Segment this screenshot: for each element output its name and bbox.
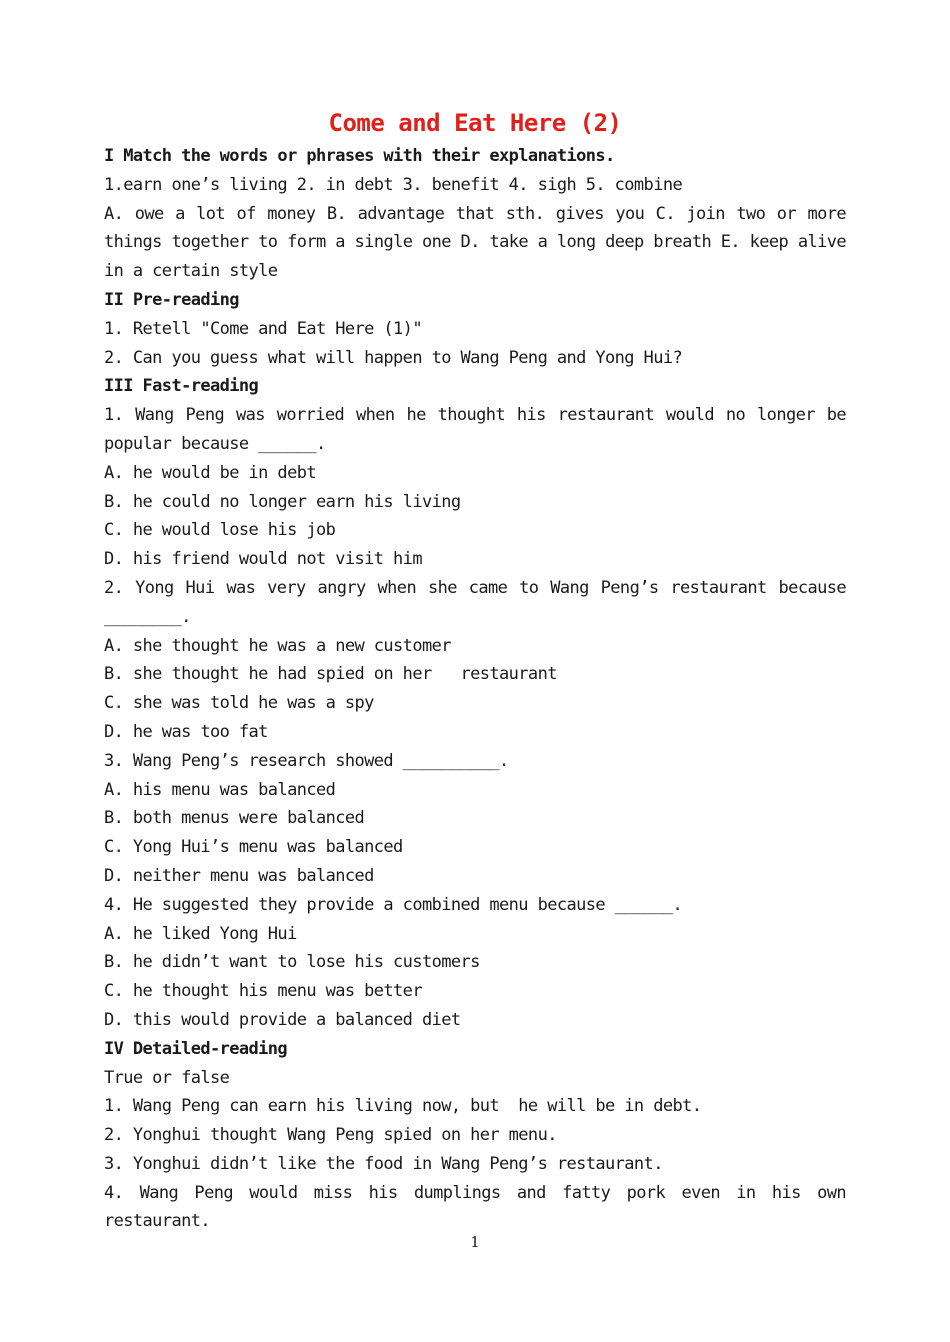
question-3: 3. Wang Peng’s research showed __________. — [104, 750, 509, 771]
question-4-option-d: D. this would provide a balanced diet — [104, 1009, 461, 1030]
matching-word-list: 1.earn one’s living 2. in debt 3. benefit 4. sigh 5. combine — [104, 174, 683, 195]
section-heading-matching: I Match the words or phrases with their explanations. — [104, 146, 615, 166]
section-heading-detailed-reading: IV Detailed-reading — [104, 1038, 288, 1059]
question-4-option-b: B. he didn’t want to lose his customers — [104, 952, 480, 973]
true-false-item: 3. Yonghui didn’t like the food in Wang Peng’s restaurant. — [104, 1153, 663, 1174]
page-number: 1 — [470, 1233, 480, 1251]
question-2: 2. Yong Hui was very angry when she came to Wang Peng’s restaurant because ________. — [104, 577, 846, 627]
question-4: 4. He suggested they provide a combined menu because ______. — [104, 894, 683, 915]
question-3-option-b: B. both menus were balanced — [104, 808, 365, 829]
true-false-item: 2. Yonghui thought Wang Peng spied on her menu. — [104, 1125, 557, 1146]
question-3-option-d: D. neither menu was balanced — [104, 865, 374, 886]
question-3-option-c: C. Yong Hui’s menu was balanced — [104, 837, 403, 858]
question-1: 1. Wang Peng was worried when he thought his restaurant would no longer be popular because ______. — [104, 405, 846, 454]
question-2-option-d: D. he was too fat — [104, 721, 268, 742]
matching-explanation-list: A. owe a lot of money B. advantage that sth. gives you C. join two or more things together to form a single one D. take a long deep breath E. keep alive in a certain style — [104, 203, 846, 282]
question-1-option-a: A. he would be in debt — [104, 462, 316, 483]
pre-reading-item: 2. Can you guess what will happen to Wang Peng and Yong Hui? — [104, 347, 683, 368]
section-heading-fast-reading: III Fast-reading — [104, 376, 259, 397]
question-2-option-b: B. she thought he had spied on her restaurant — [104, 664, 557, 685]
question-2-option-a: A. she thought he was a new customer — [104, 635, 451, 656]
true-false-item: 1. Wang Peng can earn his living now, but he will be in debt. — [104, 1096, 702, 1117]
worksheet-page — [104, 104, 846, 1236]
question-1-option-b: B. he could no longer earn his living — [104, 491, 461, 512]
question-4-option-a: A. he liked Yong Hui — [104, 923, 297, 944]
question-4-option-c: C. he thought his menu was better — [104, 981, 422, 1002]
section-heading-pre-reading: II Pre-reading — [104, 289, 239, 310]
true-false-item: 4. Wang Peng would miss his dumplings and fatty pork even in his own restaurant. — [104, 1182, 846, 1232]
question-3-option-a: A. his menu was balanced — [104, 779, 336, 800]
question-1-option-d: D. his friend would not visit him — [104, 549, 422, 570]
question-2-option-c: C. she was told he was a spy — [104, 693, 374, 714]
true-false-subheading: True or false — [104, 1067, 230, 1088]
question-1-option-c: C. he would lose his job — [104, 520, 336, 541]
pre-reading-item: 1. Retell "Come and Eat Here (1)" — [104, 318, 422, 339]
page-title: Come and Eat Here (2) — [328, 109, 622, 137]
